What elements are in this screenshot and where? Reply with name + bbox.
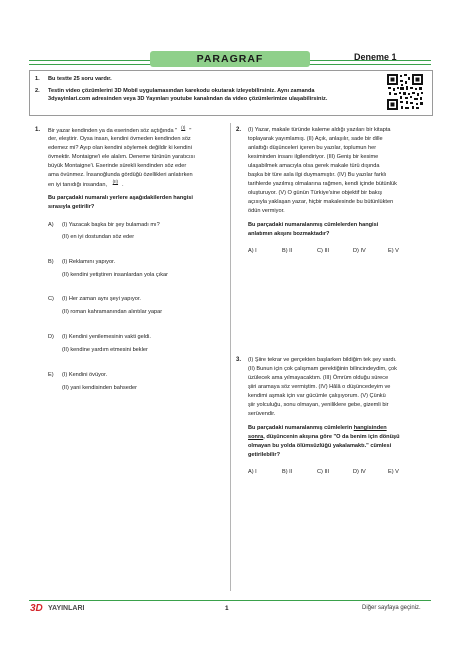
q2-line-3: anlattığı düşünceleri içeren bu yazılar, toplumun her <box>248 145 377 151</box>
q2-option-c[interactable]: C) III <box>317 248 330 254</box>
q1-question-line-2: sırasıyla getirilir? <box>48 204 95 210</box>
q1-line-5: büyük Montaigne'i. Eserinde sürekli kendinden söz eder <box>48 163 187 169</box>
q1-option-d-label[interactable]: D) <box>48 334 54 340</box>
q2-option-d[interactable]: D) IV <box>353 248 366 254</box>
q3-option-b[interactable]: B) II <box>282 469 293 475</box>
q3-line-1: (I) Şiire tekrar ve gerçekten başlarken bildiğim tek şey vardı. <box>248 357 397 363</box>
instruction-1-num: 1. <box>35 76 40 82</box>
q2-line-8: oluşturuyor. (V) O günün Türkiye'sine objektif bir bakış <box>248 190 383 196</box>
q1-question-line-1: Bu parçadaki numaralı yerlere aşağıdakilerden hangisi <box>48 195 193 201</box>
q1-option-d-i[interactable]: (I) Kendini yenilemesinin vakti geldi. <box>62 334 151 340</box>
q1-line-7: en iyi tanıdığı insandan, $^{(II)}$. <box>48 179 124 188</box>
q1-option-c-ii[interactable]: (II) roman kahramanından alıntılar yapar <box>62 309 163 315</box>
q1-option-b-i[interactable]: (I) Reklamını yapıyor. <box>62 259 116 265</box>
q1-blank-1: (I) <box>181 125 186 130</box>
q1-option-b-label[interactable]: B) <box>48 259 54 265</box>
q1-number: 1. <box>35 127 41 133</box>
q3-question-line-1: Bu parçadaki numaralanmış cümlelerin hangisinden <box>248 425 387 431</box>
q3-number: 3. <box>236 357 242 363</box>
q2-line-4: kesiminden insanı ilgilendiriyor. (III) Geniş bir kesime <box>248 154 379 160</box>
q1-option-c-i[interactable]: (I) Her zaman aynı şeyi yapıyor. <box>62 296 141 302</box>
q1-option-a-i[interactable]: (I) Yazacak başka bir şey bulamadı mı? <box>62 222 160 228</box>
q1-option-e-label[interactable]: E) <box>48 372 54 378</box>
q3-option-a[interactable]: A) I <box>248 469 257 475</box>
q1-line-2: der, eleştirir. Oysa insan, kendini övmeden kendinden söz <box>48 136 191 142</box>
q3-question-line-3: olmayan bu yolda ölümsüzlüğü yakalamaktı." cümlesi <box>248 443 392 449</box>
q1-option-e-i[interactable]: (I) Kendini övüyor. <box>62 372 108 378</box>
q1-line-3: edemez mi? Ayıp olan kendini söylemek değildir ki kendini <box>48 145 192 151</box>
q2-line-5: ulaşabilmek amacıyla olsa gerek makale türü dışında <box>248 163 380 169</box>
q3-option-d[interactable]: D) IV <box>353 469 366 475</box>
q2-line-1: (I) Yazar, makale türünde kaleme aldığı yazıları bir kitapta <box>248 127 391 133</box>
q3-line-2: (II) Bunun için çok çalışmam gerektiğinin bilincindeydim, çok <box>248 366 397 372</box>
q1-line-4: övmektir. Montaigne'i ele alalım. Deneme türünün yaratıcısı <box>48 154 195 160</box>
q3-line-5: kendimi aşmak için var gücümle çalışıyorum. (V) Çünkü <box>248 393 386 399</box>
q1-option-e-ii[interactable]: (II) yani kendisinden bahseder <box>62 385 137 391</box>
next-page-note: Diğer sayfaya geçiniz. <box>362 605 421 611</box>
q2-line-9: açısıyla yaklaşan yazar, hiçbir makalesinde bu bütünlükten <box>248 199 394 205</box>
q3-emphasis-sonra: sonra <box>248 434 264 440</box>
q3-line-7: serüvendir. <box>248 411 276 417</box>
qr-code-icon[interactable] <box>386 73 424 111</box>
instruction-1-text: Bu testte 25 soru vardır. <box>48 76 112 82</box>
instruction-2-text-cont: 3dyayinlari.com adresinden veya 3D Yayınları youtube kanalından da video çözümlerimize ulaşabilirsiniz. <box>48 96 328 102</box>
q1-option-c-label[interactable]: C) <box>48 296 54 302</box>
page-title: PARAGRAF <box>196 53 264 65</box>
q2-line-7: tarihlerde yazılmış olmalarına rağmen, kendi içinde bütünlük <box>248 181 397 187</box>
brand-logo-mark: 3D <box>30 603 43 614</box>
q2-line-6: başka bir türe asla ilgi duymamıştır. (IV) Bu yazılar farklı <box>248 172 387 178</box>
q3-question-line-2: sonra, düşüncenin akışına göre "O da benim için dönüşü <box>248 434 400 440</box>
q2-line-2: toplayarak yayımlamış. (II) Açık, anlaşılır, sade bir dille <box>248 136 383 142</box>
q1-blank-2: (II) <box>112 179 119 184</box>
column-divider <box>230 123 231 591</box>
footer-rule <box>29 600 431 601</box>
instruction-2-text: Testin video çözümlerini 3D Mobil uygulamasından karekodu okutarak izleyebilirsiniz. Aynı zamanda <box>48 88 315 94</box>
instruction-2-num: 2. <box>35 88 40 94</box>
exam-label: Deneme 1 <box>354 52 397 62</box>
q1-option-d-ii[interactable]: (II) kendine yardım etmesini bekler <box>62 347 148 353</box>
page-number: 1 <box>225 605 229 612</box>
q1-line-1: Bir yazar kendinden ya da eserinden söz açtığında "$^{(I)}$" <box>48 125 192 134</box>
q3-line-4: şiiri aramaya söz vermiştim. (IV) Hâlâ o düşüncedeyim ve <box>248 384 391 390</box>
q1-line-6: ama övünmez. İnsanoğlunda gördüğü özellikleri anlatırken <box>48 172 193 178</box>
q1-option-a-ii[interactable]: (II) en iyi dostundan söz eder <box>62 234 135 240</box>
q3-option-c[interactable]: C) III <box>317 469 330 475</box>
q2-line-10: ödün vermiyor. <box>248 208 285 214</box>
q2-option-e[interactable]: E) V <box>388 248 399 254</box>
q2-option-a[interactable]: A) I <box>248 248 257 254</box>
q1-option-b-ii[interactable]: (II) kendini yetiştiren insanlardan yola çıkar <box>62 272 169 278</box>
header-title-box <box>150 51 310 67</box>
q3-question-line-4: getirilebilir? <box>248 452 281 458</box>
q3-line-6: şiir yolculuğu, sonu olmayan, yeniliklere gebe, gizemli bir <box>248 402 389 408</box>
q3-line-3: üzülecek ama yılmayacaktım. (III) Ömrüm olduğu sürece <box>248 375 389 381</box>
q2-option-b[interactable]: B) II <box>282 248 293 254</box>
brand-logo-text: YAYINLARI <box>48 605 85 612</box>
q2-number: 2. <box>236 127 242 133</box>
q1-option-a-label[interactable]: A) <box>48 222 54 228</box>
q3-option-e[interactable]: E) V <box>388 469 399 475</box>
q3-emphasis-hangisinden: hangisinden <box>353 425 387 431</box>
q2-question-line-1: Bu parçadaki numaralanmış cümlelerden hangisi <box>248 222 379 228</box>
q2-question-line-2: anlatımın akışını bozmaktadır? <box>248 231 330 237</box>
